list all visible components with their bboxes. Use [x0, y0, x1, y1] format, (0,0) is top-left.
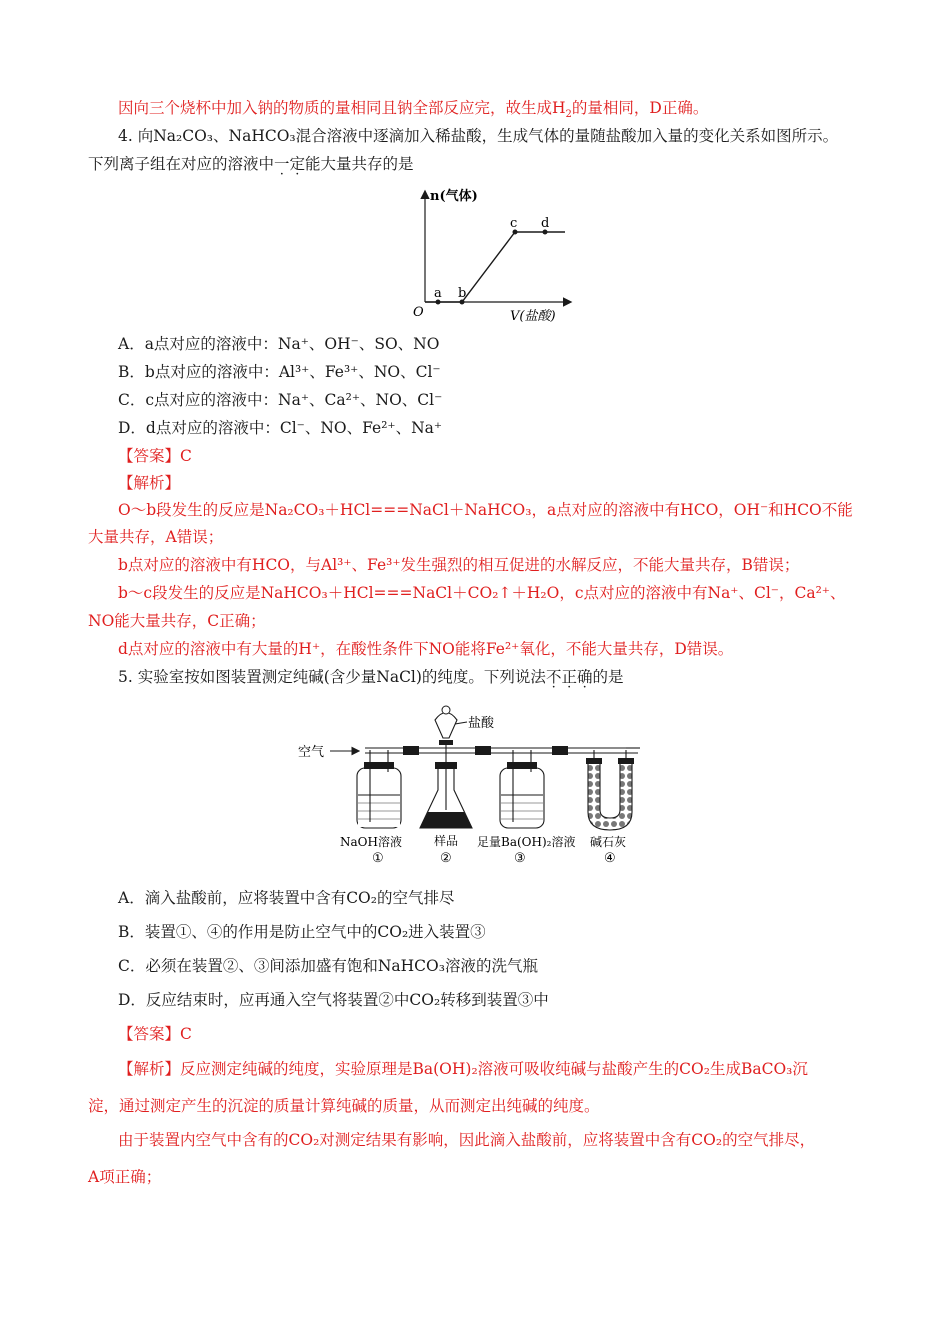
- q4-stem-part-a: 下列离子组在对应的溶液中: [88, 155, 275, 173]
- emphasis-char: 一: [274, 155, 290, 173]
- y-axis-label: n(气体): [430, 189, 478, 204]
- q5-stem-part-b: 的是: [592, 668, 624, 686]
- flask-2-sample: [420, 812, 472, 828]
- q4-analysis-line: NO能大量共存，C正确；: [88, 612, 266, 630]
- air-label: 空气: [298, 745, 325, 760]
- q5-answer: 【答案】C: [118, 1025, 192, 1043]
- q4-analysis-line: b～c段发生的反应是NaHCO₃＋HCl===NaCl＋CO₂↑＋H₂O，c点对应的溶液中有Na⁺、Cl⁻，Ca²⁺、: [118, 584, 846, 602]
- q5-option-c: C．必须在装置②、③间添加盛有饱和NaHCO₃溶液的洗气瓶: [118, 957, 538, 975]
- q5-option-a: A．滴入盐酸前，应将装置中含有CO₂的空气排尽: [118, 889, 455, 907]
- q4-analysis-line: d点对应的溶液中有大量的H⁺，在酸性条件下NO能将Fe²⁺氧化，不能大量共存，D错误。: [118, 640, 734, 658]
- q4-analysis-line: 大量共存，A错误；: [88, 528, 224, 546]
- q4-analysis-line: b点对应的溶液中有HCO，与Al³⁺、Fe³⁺发生强烈的相互促进的水解反应，不能大量共存，B错误；: [118, 556, 800, 574]
- intro-text-a: 因向三个烧杯中加入钠的物质的量相同且钠全部反应完，故生成H: [118, 99, 566, 117]
- q4-graph: [400, 180, 590, 330]
- label-sample: 样品: [434, 834, 459, 848]
- q5-analysis-line: 【解析】反应测定纯碱的纯度，实验原理是Ba(OH)₂溶液可吸收纯碱与盐酸产生的CO₂生成BaCO₃沉: [118, 1060, 808, 1078]
- q4-analysis-title: 【解析】: [118, 474, 181, 492]
- q4-analysis-line: O～b段发生的反应是Na₂CO₃＋HCl===NaCl＋NaHCO₃，a点对应的溶液中有HCO，OH⁻和HCO不能: [118, 501, 853, 519]
- q4-option-c: C．c点对应的溶液中：Na⁺、Ca²⁺、NO、Cl⁻: [118, 391, 443, 409]
- q5-option-d: D．反应结束时，应再通入空气将装置②中CO₂转移到装置③中: [118, 991, 549, 1009]
- point-c-label: c: [510, 216, 518, 231]
- bottle-1-stopper: [364, 762, 394, 769]
- funnel-stopcock: [439, 740, 453, 745]
- number-2: ②: [440, 851, 452, 865]
- point-d-label: d: [541, 216, 550, 231]
- q4-stem-line1: 4. 向Na₂CO₃、NaHCO₃混合溶液中逐滴加入稀盐酸，生成气体的量随盐酸加入量的变化关系如图所示。: [118, 127, 839, 145]
- point-a-label: a: [434, 286, 442, 301]
- q5-analysis-line: 淀，通过测定产生的沉淀的质量计算纯碱的质量，从而测定出纯碱的纯度。: [88, 1097, 600, 1115]
- acid-pointer: [455, 722, 467, 724]
- acid-label: 盐酸: [468, 716, 495, 731]
- tube-joint: [475, 746, 491, 755]
- origin-label: O: [413, 305, 424, 320]
- emphasis-char: 定: [289, 155, 306, 173]
- q4-option-d: D．d点对应的溶液中：Cl⁻、NO、Fe²⁺、Na⁺: [118, 419, 443, 437]
- tube-joint: [403, 746, 419, 755]
- q4-stem-part-b: 能大量共存的是: [305, 155, 414, 173]
- number-1: ①: [372, 851, 384, 865]
- emphasis-char: 不: [545, 668, 562, 686]
- number-4: ④: [604, 851, 616, 865]
- q4-answer: 【答案】C: [118, 447, 192, 465]
- q5-apparatus: [290, 700, 660, 865]
- point-b-label: b: [458, 286, 467, 301]
- u-tube-4: [588, 762, 632, 830]
- q5-analysis-line: A项正确；: [88, 1168, 162, 1186]
- x-axis-label: V(盐酸): [510, 309, 556, 324]
- intro-text-b: 的量相同，D正确。: [571, 99, 709, 117]
- emphasis-char: 正: [561, 668, 577, 686]
- bottle-3-stopper: [507, 762, 537, 769]
- intro-line: [118, 98, 709, 121]
- label-baoh2: 足量Ba(OH)₂溶液: [477, 835, 576, 849]
- tube-joint: [552, 746, 568, 755]
- emphasis-char: 确: [576, 668, 593, 686]
- funnel-top: [442, 706, 450, 714]
- separatory-funnel: [435, 713, 457, 739]
- label-soda-lime: 碱石灰: [590, 835, 627, 849]
- intro-sub: 2: [565, 109, 572, 121]
- q5-analysis-line: 由于装置内空气中含有的CO₂对测定结果有影响，因此滴入盐酸前，应将装置中含有CO₂的空气排尽，: [118, 1131, 816, 1149]
- q5-stem: [118, 667, 624, 687]
- q4-option-a: A．a点对应的溶液中：Na⁺、OH⁻、SO、NO: [118, 335, 440, 353]
- label-naoh: NaOH溶液: [340, 835, 402, 849]
- q5-stem-part-a: 5. 实验室按如图装置测定纯碱(含少量NaCl)的纯度。下列说法: [118, 668, 546, 686]
- number-3: ③: [514, 851, 526, 865]
- q4-stem-line2: [88, 154, 414, 174]
- gas-curve: [425, 232, 565, 302]
- q5-option-b: B．装置①、④的作用是防止空气中的CO₂进入装置③: [118, 923, 486, 941]
- q4-option-b: B．b点对应的溶液中：Al³⁺、Fe³⁺、NO、Cl⁻: [118, 363, 441, 381]
